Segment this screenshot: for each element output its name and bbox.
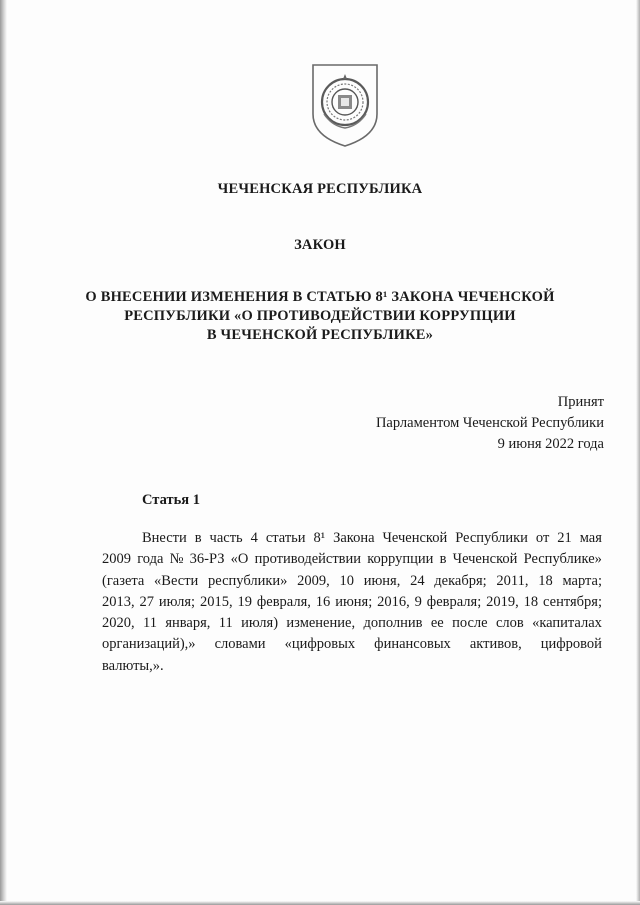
article-word: июня; <box>335 593 373 610</box>
article-word: 4 <box>250 530 258 546</box>
article-word: 24 <box>410 572 425 589</box>
article-body <box>102 528 602 677</box>
law-title <box>0 288 640 345</box>
article-word: изменение, <box>286 615 356 632</box>
article-line <box>102 592 602 613</box>
article-word: финансовых <box>374 636 451 653</box>
article-word: ее <box>430 615 444 632</box>
article-heading: Статья 1 <box>142 492 200 508</box>
article-line <box>102 613 602 634</box>
article-word: дополнив <box>363 615 423 632</box>
article-line <box>102 656 602 677</box>
adoption-body: Парламентом Чеченской Республики <box>375 415 604 431</box>
coat-of-arms-icon <box>310 62 380 148</box>
scan-edge-bottom <box>0 901 640 905</box>
adoption-block <box>376 392 604 455</box>
article-word: 8¹ <box>313 530 326 546</box>
article-word: от <box>535 530 550 546</box>
law-label: ЗАКОН <box>294 237 346 253</box>
article-word: слов <box>495 615 524 632</box>
article-word: в <box>439 551 447 568</box>
article-word: «цифровых <box>284 636 356 653</box>
article-word: 16 <box>315 593 331 610</box>
article-word: коррупции <box>367 551 434 568</box>
article-word: марта; <box>562 572 602 589</box>
article-word: 2009 <box>102 551 131 568</box>
adoption-status: Принят <box>557 394 604 410</box>
article-word: 18 <box>523 593 539 610</box>
article-word: валюты,». <box>102 657 164 674</box>
article-word: года <box>137 551 164 568</box>
article-word: июня, <box>363 572 401 589</box>
article-word: цифровой <box>540 636 602 653</box>
article-word: 36-РЗ <box>189 551 225 568</box>
article-word: 2009, <box>297 572 330 589</box>
article-word: 2011, <box>496 572 529 589</box>
article-line <box>102 571 602 592</box>
law-title-line: В ЧЕЧЕНСКОЙ РЕСПУБЛИКЕ» <box>206 327 434 343</box>
article-word: 2019, <box>486 593 519 610</box>
article-word: 19 <box>237 593 252 610</box>
article-word: 11 <box>142 615 157 632</box>
article-word: часть <box>209 530 243 546</box>
article-word: декабря; <box>434 572 487 589</box>
article-word: статьи <box>265 530 306 546</box>
article-word: Чеченской <box>382 530 448 546</box>
article-word: 10 <box>339 572 354 589</box>
scan-edge-right <box>636 0 640 905</box>
article-word: республики» <box>208 572 288 589</box>
article-line <box>102 634 602 655</box>
article-line <box>102 549 602 570</box>
article-word: Республики <box>455 530 528 546</box>
article-word: 27 <box>139 593 155 610</box>
article-word: «О <box>230 551 249 568</box>
article-word: Внести <box>142 530 187 546</box>
article-word: января, <box>165 615 211 632</box>
article-word: 2016, <box>377 593 410 610</box>
article-word: (газета <box>102 572 145 589</box>
article-word: июля) <box>241 615 279 632</box>
article-word: мая <box>579 530 602 546</box>
article-word: после <box>452 615 488 632</box>
republic-heading: ЧЕЧЕНСКАЯ РЕСПУБЛИКА <box>217 181 423 197</box>
article-word: 11 <box>218 615 233 632</box>
article-word: февраля; <box>426 593 482 610</box>
scan-edge-left <box>0 0 7 905</box>
article-word: 18 <box>538 572 553 589</box>
article-word: № <box>169 551 184 568</box>
article-word: Республике» <box>523 551 602 568</box>
article-word: 2013, <box>102 593 135 610</box>
article-word: противодействии <box>254 551 362 568</box>
article-word: «капиталах <box>532 615 602 632</box>
article-word: Чеченской <box>452 551 518 568</box>
article-word: 2015, <box>199 593 233 610</box>
article-word: «Вести <box>154 572 199 589</box>
article-word: февраля, <box>256 593 311 610</box>
article-word: июля; <box>158 593 196 610</box>
article-word: Закона <box>333 530 375 546</box>
article-word: организаций),» <box>102 636 196 653</box>
article-word: 9 <box>414 593 422 610</box>
article-word: словами <box>214 636 266 653</box>
article-word: 2020, <box>102 615 135 632</box>
law-title-line: РЕСПУБЛИКИ «О ПРОТИВОДЕЙСТВИИ КОРРУПЦИИ <box>124 308 516 324</box>
article-line <box>102 528 602 549</box>
article-word: 21 <box>557 530 572 546</box>
article-word: в <box>194 530 202 546</box>
adoption-date: 9 июня 2022 года <box>497 436 604 452</box>
article-word: активов, <box>469 636 522 653</box>
law-title-line: О ВНЕСЕНИИ ИЗМЕНЕНИЯ В СТАТЬЮ 8¹ ЗАКОНА ЧЕЧЕНСКОЙ <box>85 289 555 305</box>
article-word: сентября; <box>543 593 602 610</box>
